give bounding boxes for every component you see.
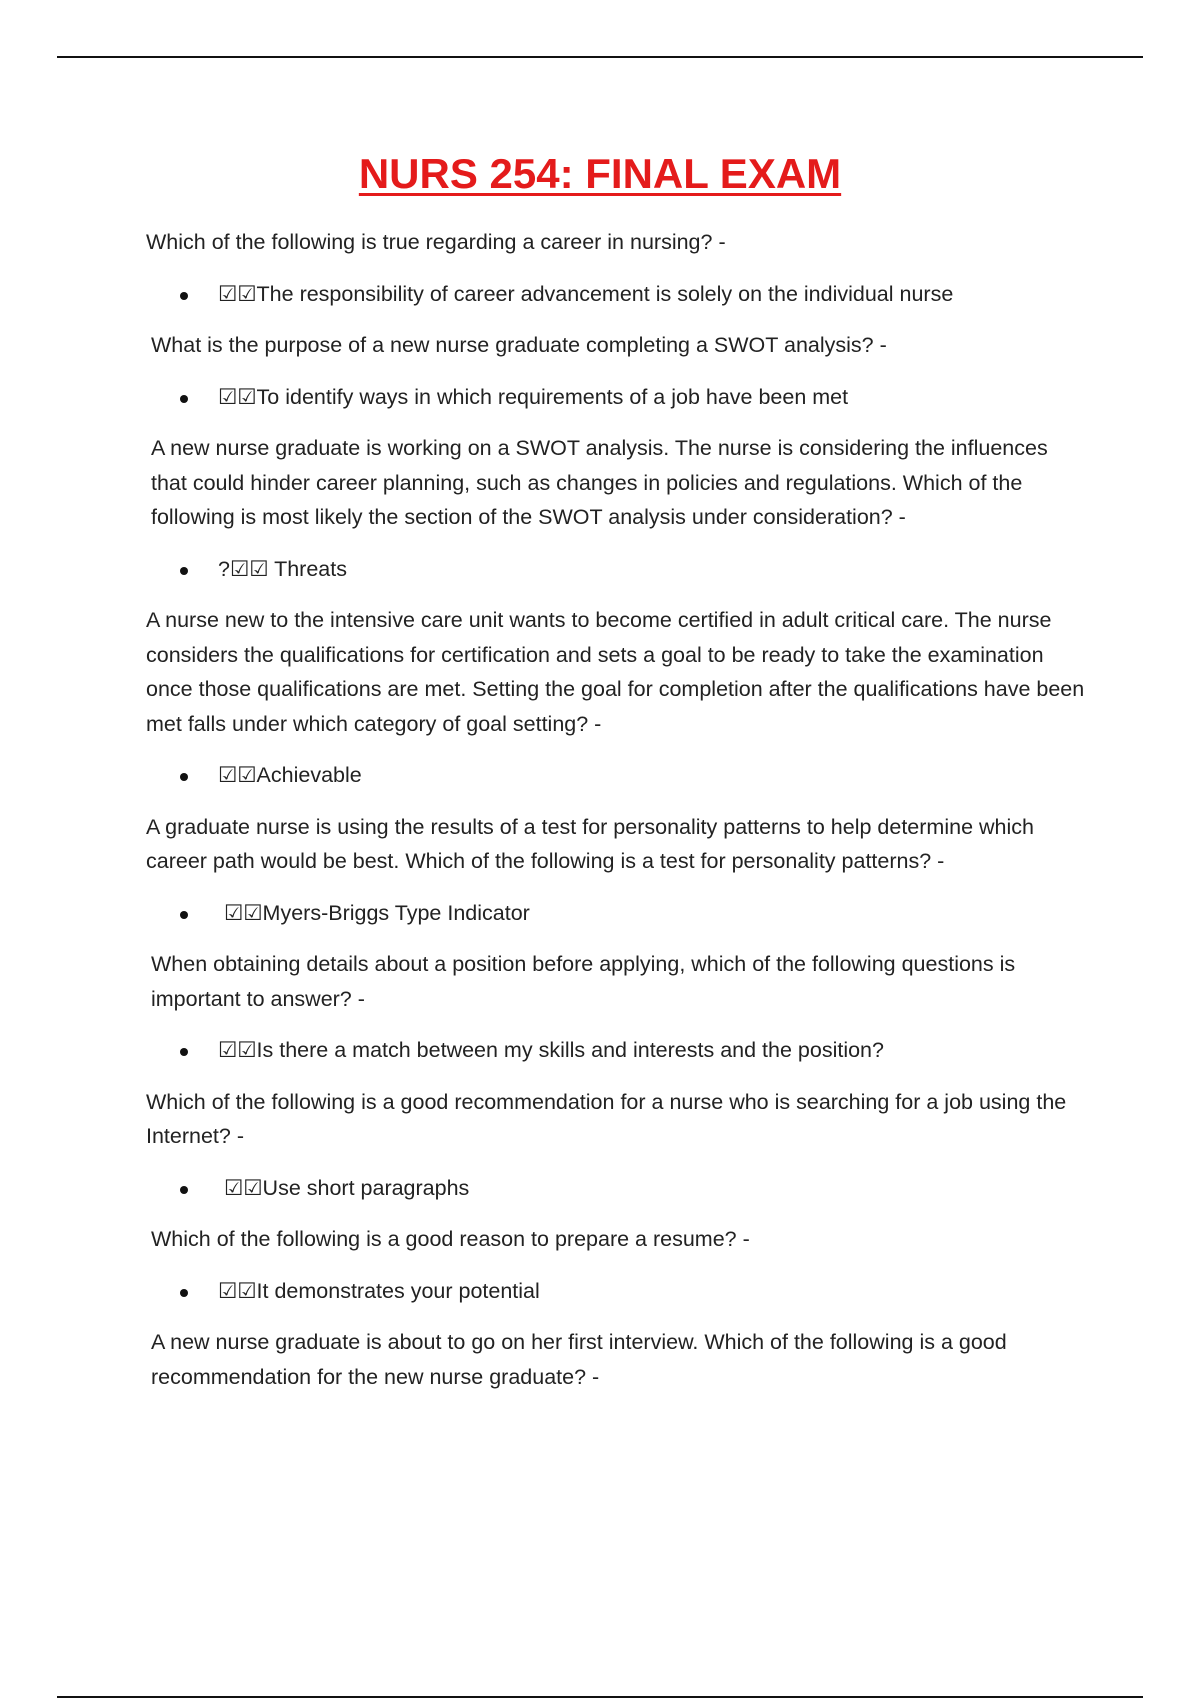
bullet-icon [180, 292, 188, 300]
question-3: A new nurse graduate is working on a SWOT analysis. The nurse is considering the influences that could hinder career planning, such as changes in policies and regulations. Which of the following is most likely the section of the SWOT analysis under consideration? - [151, 436, 1048, 529]
answer-8-text: ☑☑It demonstrates your potential [218, 1278, 540, 1303]
answer-8 [146, 1274, 1086, 1309]
answer-3-text: ?☑☑ Threats [218, 556, 347, 581]
bullet-icon [180, 1048, 188, 1056]
question-2: What is the purpose of a new nurse graduate completing a SWOT analysis? - [151, 333, 887, 357]
question-6: When obtaining details about a position before applying, which of the following questions is important to answer? - [151, 952, 1016, 1011]
answer-5 [146, 896, 1086, 931]
answer-2 [146, 380, 1086, 415]
answer-3 [146, 552, 1086, 587]
answer-1-text: ☑☑The responsibility of career advancement is solely on the individual nurse [218, 281, 954, 306]
question-8: Which of the following is a good reason to prepare a resume? - [151, 1227, 750, 1251]
bullet-icon [180, 1289, 188, 1297]
question-9: A new nurse graduate is about to go on her first interview. Which of the following is a good recommendation for the new nurse graduate? - [151, 1330, 1007, 1389]
page-title-text: NURS 254: FINAL EXAM [358, 150, 842, 197]
bullet-icon [180, 1186, 188, 1194]
answer-1 [146, 277, 1086, 312]
answer-2-text: ☑☑To identify ways in which requirements of a job have been met [218, 384, 849, 409]
answer-4-text: ☑☑Achievable [218, 763, 362, 787]
exam-content [146, 225, 1086, 1411]
answer-5-text: ☑☑Myers-Briggs Type Indicator [224, 900, 530, 925]
answer-6 [146, 1033, 1086, 1068]
top-rule [57, 56, 1143, 58]
bullet-icon [180, 395, 188, 403]
page-title [0, 146, 1200, 202]
question-7: Which of the following is a good recommendation for a nurse who is searching for a job using the Internet? - [146, 1089, 1067, 1148]
bullet-icon [180, 911, 188, 919]
bullet-icon [180, 567, 188, 575]
answer-7 [146, 1171, 1086, 1206]
bottom-rule [57, 1696, 1143, 1698]
question-1: Which of the following is true regarding a career in nursing? - [146, 230, 726, 254]
question-5: A graduate nurse is using the results of a test for personality patterns to help determine which career path would be best. Which of the following is a test for personality patterns? - [146, 814, 1034, 873]
answer-6-text: ☑☑Is there a match between my skills and interests and the position? [218, 1038, 884, 1062]
answer-4 [146, 758, 1086, 793]
question-4: A nurse new to the intensive care unit wants to become certified in adult critical care. The nurse considers the qualifications for certification and sets a goal to be ready to take the examination once those qualifications are met. Setting the goal for completion after the qualifications have been met falls under which category of goal setting? - [146, 608, 1085, 736]
bullet-icon [180, 773, 188, 781]
answer-7-text: ☑☑Use short paragraphs [224, 1175, 470, 1200]
